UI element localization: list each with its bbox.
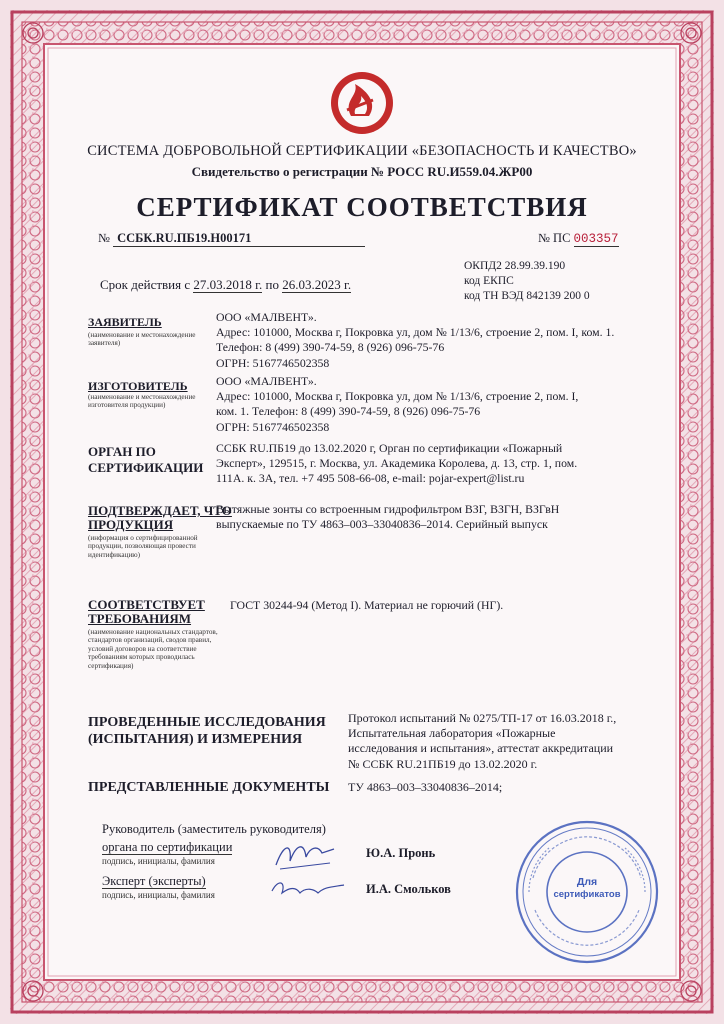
manufacturer-line: ООО «МАЛВЕНТ». [216,374,317,388]
head-org-text: органа по сертификации [102,840,233,854]
applicant-line: ООО «МАЛВЕНТ». [216,310,317,324]
validity-mid: по [265,277,279,292]
organ-line: Эксперт», 129515, г. Москва, ул. Академика Королева, д. 13, стр. 1, пом. [216,456,578,471]
certificate-number: ССБК.RU.ПБ19.Н00171 [113,231,365,247]
certificate-title: СЕРТИФИКАТ СООТВЕТСТВИЯ [136,192,588,222]
head-caption: подпись, инициалы, фамилия [102,856,215,866]
system-name: СИСТЕМА ДОБРОВОЛЬНОЙ СЕРТИФИКАЦИИ «БЕЗОПАСНОСТЬ И КАЧЕСТВО» [87,143,637,159]
product-line: выпускаемые по ТУ 4863–003–33040836–2014. Серийный выпуск [216,517,548,532]
expert-signature-icon [268,873,348,903]
applicant-line: ОГРН: 5167746502358 [216,355,330,370]
tnved-code: код ТН ВЭД 842139 200 0 [464,290,590,302]
valid-to: 26.03.2023 г. [282,277,352,292]
research-line: исследования и испытания», аттестат аккредитации [348,741,614,756]
head-signature-icon [270,835,340,875]
certificate-number-line [98,231,365,247]
manufacturer-note: (наименование и местонахождение изготовителя продукции) [88,393,196,410]
manufacturer-line: ком. 1. Телефон: 8 (499) 390-74-59, 8 (926) 096-75-76 [216,404,481,419]
form-number: 003357 [573,232,619,246]
documents-label: ПРЕДСТАВЛЕННЫЕ ДОКУМЕНТЫ [88,780,330,795]
requirements-label [88,598,205,626]
research-label-line1: ПРОВЕДЕННЫЕ ИССЛЕДОВАНИЯ [88,715,326,730]
applicant-details [216,310,646,371]
organ-details [216,441,646,487]
logo-emblem-icon [329,70,395,136]
number-prefix: № [98,231,110,245]
ekps-code: код ЕКПС [464,275,514,287]
organ-label-line2: СЕРТИФИКАЦИИ [88,460,204,475]
okpd2-code: ОКПД2 28.99.39.190 [464,260,566,272]
manufacturer-line: Адрес: 101000, Москва г, Покровка ул, дом № 1/13/6, строение 2, пом. I, [216,389,579,404]
expert-title-text: Эксперт (эксперты) [102,874,206,888]
research-label-line2: (ИСПЫТАНИЯ) И ИЗМЕРЕНИЯ [88,732,303,747]
head-org [102,840,232,855]
form-number-line [538,231,619,246]
product-line: Вытяжные зонты со встроенным гидрофильтром ВЗГ, ВЗГН, ВЗГвН [216,502,560,516]
expert-title [102,874,206,889]
research-line: № ССБК RU.21ПБ19 до 13.02.2020 г. [348,756,538,771]
requirements-note: (наименование национальных стандартов, стандартов организаций, сводов правил, условий договоров на соответствие требованиям которых проводилась сертификация) [88,628,218,670]
requirements-label-line2: ТРЕБОВАНИЯМ [88,611,192,626]
manufacturer-label: ИЗГОТОВИТЕЛЬ [88,379,188,393]
product-label [88,504,232,532]
research-line: Испытательная лаборатория «Пожарные [348,726,556,741]
expert-caption: подпись, инициалы, фамилия [102,890,215,900]
validity-line [100,277,351,293]
valid-from: 27.03.2018 г. [193,277,263,292]
requirements-text: ГОСТ 30244-94 (Метод I). Материал не горючий (НГ). [230,598,504,612]
organ-line: ССБК RU.ПБ19 до 13.02.2020 г, Орган по сертификации «Пожарный [216,441,563,455]
form-prefix: № ПС [538,231,571,245]
research-label [88,714,326,748]
applicant-line: Телефон: 8 (499) 390-74-59, 8 (926) 096-75-76 [216,340,445,355]
product-label-line1: ПОДТВЕРЖДАЕТ, ЧТО [88,503,232,518]
expert-name: И.А. Смольков [366,882,451,896]
classification-codes [464,259,590,304]
official-stamp [513,818,661,966]
stamp-center-line1: Для [576,876,598,888]
research-line: Протокол испытаний № 0275/ТП-17 от 16.03.2018 г., [348,711,617,725]
head-name: Ю.А. Пронь [366,846,436,860]
organ-label-line1: ОРГАН ПО [88,444,156,459]
registration-line: Свидетельство о регистрации № РОСС RU.И559.04.ЖР00 [191,164,533,179]
applicant-line: Адрес: 101000, Москва г, Покровка ул, дом № 1/13/6, строение 2, пом. I, ком. 1. [216,325,615,340]
manufacturer-details [216,374,646,435]
applicant-label: ЗАЯВИТЕЛЬ [88,315,162,329]
manufacturer-line: ОГРН: 5167746502358 [216,419,330,434]
head-title: Руководитель (заместитель руководителя) [102,822,326,836]
product-details [216,502,646,532]
stamp-center-line2: сертификатов [553,889,621,900]
product-note: (информация о сертифицированной продукции, позволяющая провести идентификацию) [88,534,198,559]
validity-prefix: Срок действия с [100,277,191,292]
documents-text: ТУ 4863–003–33040836–2014; [348,780,503,794]
applicant-note: (наименование и местонахождение заявителя) [88,331,196,348]
requirements-label-line1: СООТВЕТСТВУЕТ [88,597,205,612]
research-details [348,711,648,772]
organ-label [88,445,203,475]
organ-line: 111А. к. 3А, тел. +7 495 508-66-08, e-mail: pojar-expert@list.ru [216,471,525,486]
product-label-line2: ПРОДУКЦИЯ [88,517,174,532]
